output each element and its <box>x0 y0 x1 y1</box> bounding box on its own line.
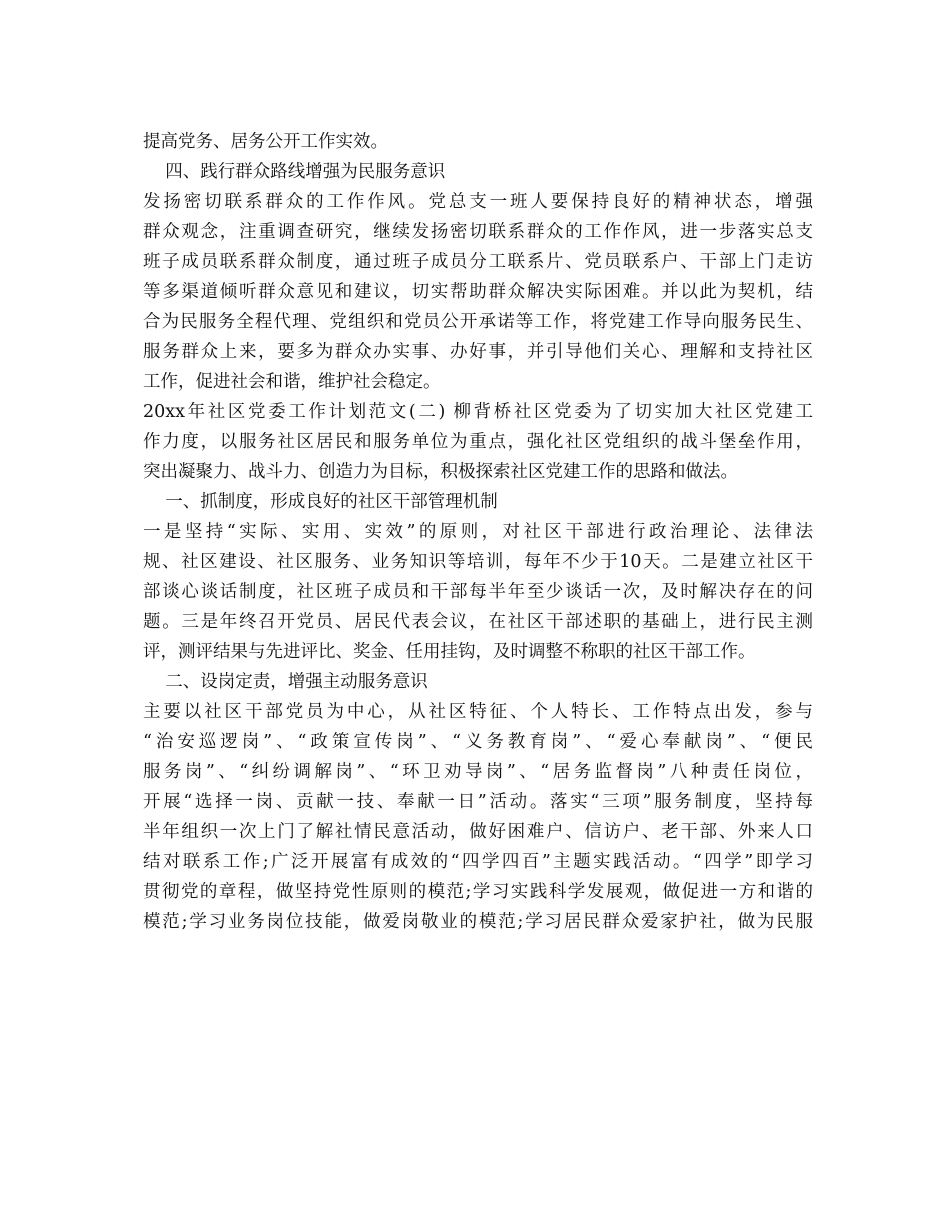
text-line: 群众观念，注重调查研究，继续发扬密切联系群众的工作作风，进一步落实总支 <box>143 222 813 242</box>
text-line: 评，测评结果与先进评比、奖金、任用挂钩，及时调整不称职的社区干部工作。 <box>143 642 756 662</box>
text-line: 贯彻党的章程，做坚持党性原则的模范;学习实践科学发展观，做促进一方和谐的 <box>143 882 813 902</box>
text-line: 题。三是年终召开党员、居民代表会议，在社区干部述职的基础上，进行民主测 <box>143 612 813 632</box>
text-line: “治安巡逻岗”、“政策宣传岗”、“义务教育岗”、“爱心奉献岗”、“便民 <box>143 732 813 752</box>
text-line: 服务群众上来，要多为群众办实事、办好事，并引导他们关心、理解和支持社区 <box>143 342 813 362</box>
text-line: 等多渠道倾听群众意见和建议，切实帮助群众解决实际困难。并以此为契机，结 <box>143 282 813 302</box>
text-line: 突出凝聚力、战斗力、创造力为目标，积极探索社区党建工作的思路和做法。 <box>143 462 738 482</box>
text-line: 20xx年社区党委工作计划范文(二) 柳背桥社区党委为了切实加大社区党建工 <box>143 402 813 422</box>
text-line: 模范;学习业务岗位技能，做爱岗敬业的模范;学习居民群众爱家护社，做为民服 <box>143 912 813 932</box>
text-line: 主要以社区干部党员为中心，从社区特征、个人特长、工作特点出发，参与 <box>143 702 813 722</box>
text-line: 服务岗”、“纠纷调解岗”、“环卫劝导岗”、“居务监督岗”八种责任岗位， <box>143 762 813 782</box>
text-line: 结对联系工作;广泛开展富有成效的“四学四百”主题实践活动。“四学”即学习 <box>143 852 813 872</box>
document-body <box>143 127 813 937</box>
text-line: 发扬密切联系群众的工作作风。党总支一班人要保持良好的精神状态，增强 <box>143 192 813 212</box>
text-line: 提高党务、居务公开工作实效。 <box>143 132 388 152</box>
text-line: 开展“选择一岗、贡献一技、奉献一日”活动。落实“三项”服务制度，坚持每 <box>143 792 813 812</box>
text-line: 四、践行群众路线增强为民服务意识 <box>143 162 446 182</box>
text-line: 作力度，以服务社区居民和服务单位为重点，强化社区党组织的战斗堡垒作用， <box>143 432 813 452</box>
text-line: 工作，促进社会和谐，维护社会稳定。 <box>143 372 441 392</box>
text-line: 班子成员联系群众制度，通过班子成员分工联系片、党员联系户、干部上门走访 <box>143 252 813 272</box>
text-line: 部谈心谈话制度，社区班子成员和干部每半年至少谈话一次，及时解决存在的问 <box>143 582 813 602</box>
text-line: 一、抓制度，形成良好的社区干部管理机制 <box>143 492 498 512</box>
text-line: 二、设岗定责，增强主动服务意识 <box>143 672 428 692</box>
text-line: 一是坚持“实际、实用、实效”的原则，对社区干部进行政治理论、法律法 <box>143 522 813 542</box>
text-line: 合为民服务全程代理、党组织和党员公开承诺等工作，将党建工作导向服务民生、 <box>143 312 813 332</box>
text-line: 半年组织一次上门了解社情民意活动，做好困难户、信访户、老干部、外来人口 <box>143 822 813 842</box>
text-line: 规、社区建设、社区服务、业务知识等培训，每年不少于10天。二是建立社区干 <box>143 552 813 572</box>
